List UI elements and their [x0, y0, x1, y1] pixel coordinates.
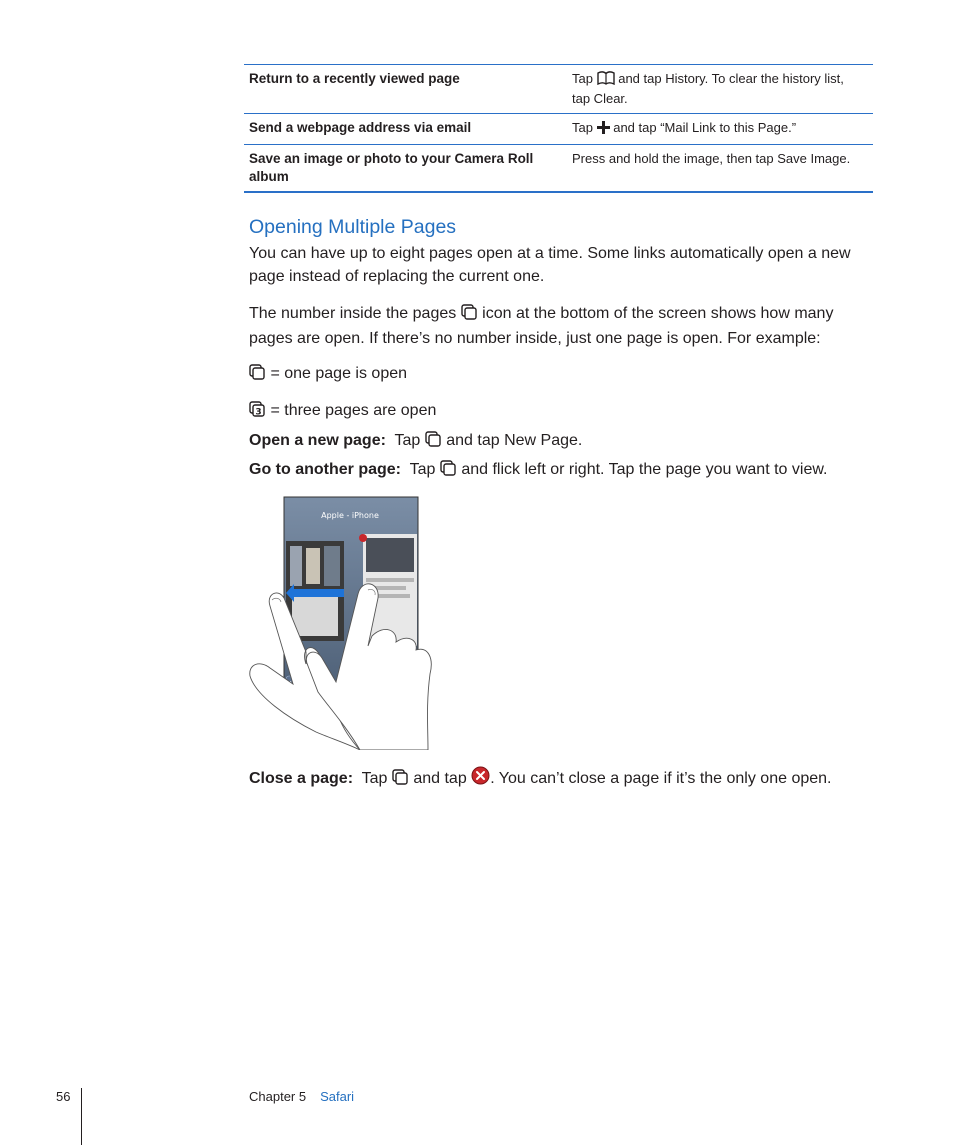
pages-icon	[461, 304, 478, 327]
goto-post: and flick left or right. Tap the page you want to view.	[461, 461, 828, 478]
para2-pre: The number inside the pages	[249, 305, 457, 322]
plus-icon	[597, 121, 610, 139]
table-cell-action	[568, 114, 873, 144]
open-post: and tap New Page.	[446, 432, 583, 449]
thumb-detail	[366, 538, 414, 572]
paragraph-pages-icon	[249, 302, 871, 350]
table-row	[244, 113, 873, 144]
pages-icon	[440, 460, 457, 483]
example-three-text: = three pages are open	[270, 402, 437, 419]
section-heading: Opening Multiple Pages	[249, 216, 457, 238]
open-label: Open a new page:	[249, 432, 386, 449]
bookmarks-icon	[597, 71, 615, 90]
example-three-pages	[249, 399, 871, 424]
table-cell-task: Send a webpage address via email	[249, 120, 472, 135]
thumb-detail	[292, 594, 338, 636]
gesture-table	[244, 64, 873, 193]
example-one-page	[249, 362, 871, 387]
thumb-detail	[366, 578, 414, 582]
table-row	[244, 144, 873, 191]
table-cell-task: Save an image or photo to your Camera Roll album	[249, 151, 534, 184]
instruction-open	[249, 429, 871, 454]
thumb-detail	[324, 546, 340, 586]
thumb-detail	[306, 548, 320, 584]
action-pre: Tap	[572, 71, 593, 86]
table-row	[244, 65, 873, 113]
table-cell-action	[568, 65, 873, 113]
footer-divider	[81, 1088, 82, 1145]
thumb-detail	[290, 546, 302, 586]
close-badge-icon	[359, 534, 367, 542]
action-post: and tap History. To clear the history list, tap Clear.	[572, 71, 844, 106]
table-cell-action	[568, 145, 873, 191]
goto-pre: Tap	[409, 461, 436, 478]
table-cell-task: Return to a recently viewed page	[249, 71, 460, 86]
pages-icon	[249, 364, 266, 387]
footer-chapter	[249, 1089, 354, 1104]
close-page-icon	[471, 766, 490, 792]
action-post: Press and hold the image, then tap Save Image.	[572, 151, 851, 166]
flick-illustration-svg	[248, 496, 466, 750]
page-number: 56	[56, 1089, 71, 1104]
screen-title: Apple - iPhone	[321, 511, 379, 520]
pages-icon	[392, 769, 409, 792]
close-label: Close a page:	[249, 770, 354, 787]
pages-icon	[425, 431, 442, 454]
action-pre: Tap	[572, 120, 593, 135]
open-pre: Tap	[394, 432, 421, 449]
close-post: . You can’t close a page if it’s the only one open.	[490, 770, 832, 787]
flick-illustration	[248, 496, 466, 750]
action-post: and tap “Mail Link to this Page.”	[613, 120, 797, 135]
close-pre: Tap	[361, 770, 388, 787]
chapter-label: Chapter 5	[249, 1089, 307, 1104]
instruction-goto	[249, 458, 871, 483]
example-one-text: = one page is open	[270, 365, 408, 382]
instruction-close	[249, 766, 871, 792]
paragraph-intro: You can have up to eight pages open at a time. Some links automatically open a new page instead of replacing the current one.	[249, 245, 851, 285]
para2-post: icon at the bottom of the screen shows how many pages are open. If there’s no number inside, just one page is open. For example:	[249, 305, 834, 347]
goto-label: Go to another page:	[249, 461, 401, 478]
pages-three-icon	[249, 401, 266, 424]
close-mid: and tap	[413, 770, 467, 787]
section-name: Safari	[320, 1089, 355, 1104]
pages-count: 3	[255, 407, 262, 417]
